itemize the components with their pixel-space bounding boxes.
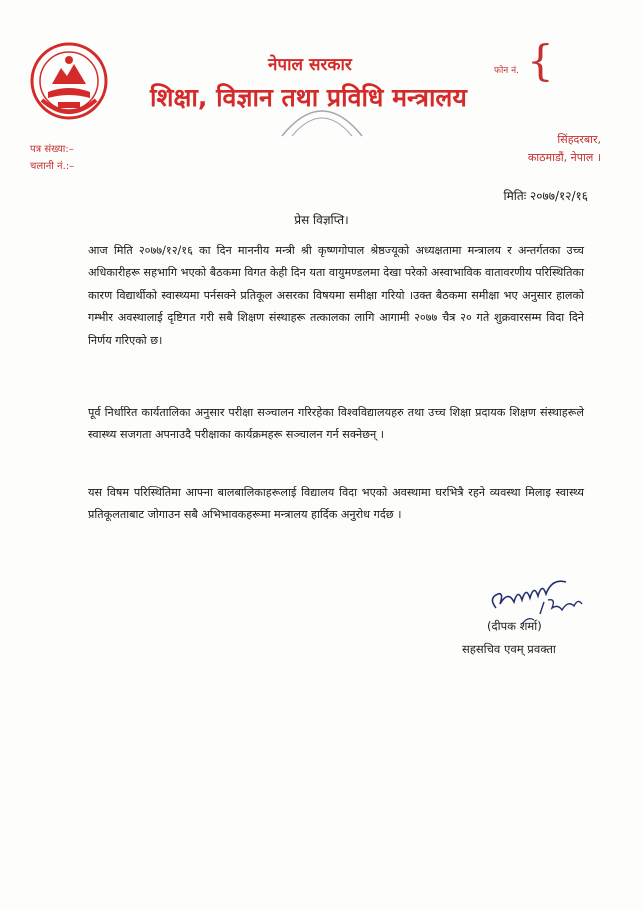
handwritten-signature-icon [482, 570, 592, 626]
dispatch-number-label: चलानी नं.:– [30, 161, 75, 172]
government-emblem-icon [28, 40, 110, 122]
body-paragraph-1: आज मिति २०७७/१२/१६ का दिन माननीय मन्त्री श्री कृष्णगोपाल श्रेष्ठज्यूको अध्यक्षतामा मन्त्रालय र अन्तर्गतका उच्च अधिकारीहरू सहभागि भएको बैठकमा विगत केही दिन यता वायुमण्डलमा देखा परेको अस्वाभाविक वातावरणीय परिस्थितिका कारण विद्यार्थीको स्वास्थ्यमा पर्नसक्ने प्रतिकूल असरका विषयमा समीक्षा गरियो ।उक्त बैठकमा समीक्षा भए अनुसार हालको गम्भीर अवस्थालाई दृष्टिगत गरी सबै शिक्षण संस्थाहरू तत्कालका लागि आगामी २०७७ चैत्र २० गते शुक्रवारसम्म विदा दिने निर्णय गरिएको छ। [88, 244, 584, 347]
address-line-1: सिंहदरबार, [557, 133, 601, 146]
signer-name: (दीपक शर्मा) [487, 619, 542, 633]
reference-number-label: पत्र संख्या:– [30, 144, 74, 155]
signer-title: सहसचिव एवम् प्रवक्ता [462, 642, 556, 656]
body-paragraph-3: यस विषम परिस्थितिमा आफ्ना बालबालिकाहरूलाई विद्यालय विदा भएको अवस्थामा घरभित्रै रहने व्यवस्था मिलाइ स्वास्थ्य प्रतिकूलताबाट जोगाउन सबै अभिभावकहरूमा मन्त्रालय हार्दिक अनुरोध गर्दछ । [88, 486, 584, 522]
government-name: नेपाल सरकार [268, 55, 352, 75]
date-line: मितिः २०७७/१२/१६ [503, 189, 588, 203]
office-stamp-icon [274, 96, 370, 138]
body-paragraph-2: पूर्व निर्धारित कार्यतालिका अनुसार परीक्षा सञ्चालन गरिरहेका विश्वविद्यालयहरु तथा उच्च शिक्षा प्रदायक शिक्षण संस्थाहरूले स्वास्थ्य सजगता अपनाउदै परीक्षाका कार्यक्रमहरू सञ्चालन गर्न सक्नेछन् । [88, 406, 584, 442]
address-line-2: काठमाडौं, नेपाल । [527, 151, 601, 164]
press-release-heading: प्रेस विज्ञप्ति। [294, 213, 349, 227]
phone-brace: { [527, 36, 554, 85]
ministry-name: शिक्षा, विज्ञान तथा प्रविधि मन्त्रालय [150, 83, 467, 112]
phone-label: फोन नं. [494, 66, 519, 76]
